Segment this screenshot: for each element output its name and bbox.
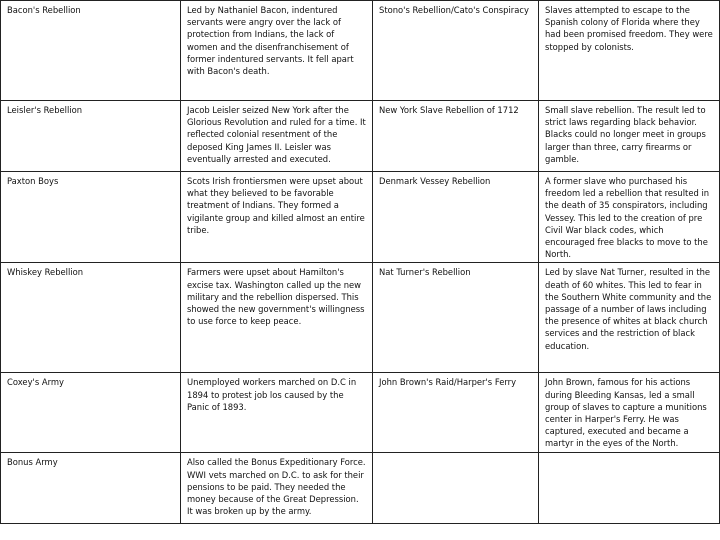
rebellion-description-cell: Unemployed workers marched on D.C in 1894 to protest job los caused by the Panic of 1893. — [181, 373, 373, 453]
rebellion-name-cell: Bonus Army — [1, 453, 181, 524]
rebellion-description-cell: Jacob Leisler seized New York after the Glorious Revolution and ruled for a time. It reflected colonial resentment of the deposed King James II. Leisler was eventually arrested and executed. — [181, 101, 373, 172]
rebellion-name-cell: John Brown's Raid/Harper's Ferry — [373, 373, 539, 453]
rebellion-description-cell: John Brown, famous for his actions during Bleeding Kansas, led a small group of slaves to capture a munitions center in Harper's Ferry. He was captured, executed and became a martyr in the eyes of the North. — [539, 373, 720, 453]
rebellion-name-cell: New York Slave Rebellion of 1712 — [373, 101, 539, 172]
rebellion-name-cell: Bacon's Rebellion — [1, 1, 181, 101]
empty-name-cell — [373, 453, 539, 524]
table-row — [1, 373, 720, 453]
rebellion-name-cell: Whiskey Rebellion — [1, 263, 181, 373]
table-row — [1, 101, 720, 172]
table-row — [1, 263, 720, 373]
rebellion-description-cell: Scots Irish frontiersmen were upset about what they believed to be favorable treatment of Indians. They formed a vigilante group and killed almost an entire tribe. — [181, 172, 373, 263]
rebellion-name-cell: Paxton Boys — [1, 172, 181, 263]
rebellion-description-cell: Small slave rebellion. The result led to strict laws regarding black behavior. Blacks could no longer meet in groups larger than three, carry firearms or gamble. — [539, 101, 720, 172]
table-row — [1, 453, 720, 524]
rebellion-description-cell: Also called the Bonus Expeditionary Force. WWI vets marched on D.C. to ask for their pensions to be paid. They needed the money because of the Great Depression. It was broken up by the army. — [181, 453, 373, 524]
table-row — [1, 172, 720, 263]
rebellion-name-cell: Nat Turner's Rebellion — [373, 263, 539, 373]
rebellion-description-cell: Led by slave Nat Turner, resulted in the death of 60 whites. This led to fear in the Southern White community and the passage of a number of laws including the presence of whites at black church services and the restriction of black education. — [539, 263, 720, 373]
rebellion-description-cell: Led by Nathaniel Bacon, indentured servants were angry over the lack of protection from Indians, the lack of women and the disenfranchisement of former indentured servants. It fell apart with Bacon's death. — [181, 1, 373, 101]
rebellion-name-cell: Denmark Vessey Rebellion — [373, 172, 539, 263]
table-row — [1, 1, 720, 101]
rebellion-name-cell: Leisler's Rebellion — [1, 101, 181, 172]
rebellion-name-cell: Coxey's Army — [1, 373, 181, 453]
rebellion-name-cell: Stono's Rebellion/Cato's Conspiracy — [373, 1, 539, 101]
empty-description-cell — [539, 453, 720, 524]
rebellion-description-cell: Slaves attempted to escape to the Spanish colony of Florida where they had been promised freedom. They were stopped by colonists. — [539, 1, 720, 101]
rebellion-description-cell: A former slave who purchased his freedom led a rebellion that resulted in the death of 35 conspirators, including Vessey. This led to the creation of pre Civil War black codes, which encouraged free blacks to move to the North. — [539, 172, 720, 263]
rebellion-description-cell: Farmers were upset about Hamilton's excise tax. Washington called up the new military and the rebellion dispersed. This showed the new government's willingness to use force to keep peace. — [181, 263, 373, 373]
